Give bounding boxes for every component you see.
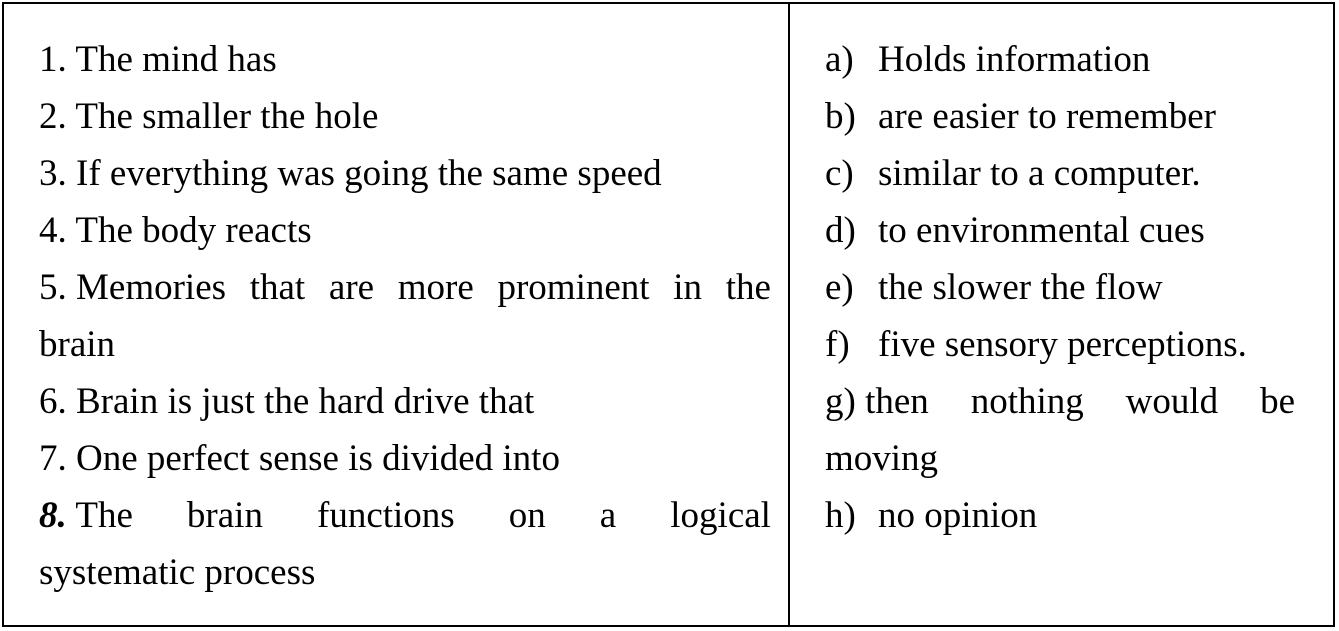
right-item-g-line-1	[825, 373, 1295, 430]
left-item-5-line-2	[39, 316, 771, 373]
item-text: the slower the flow	[878, 267, 1163, 308]
item-number: 3.	[39, 153, 67, 194]
item-word: more	[397, 267, 474, 308]
matching-table	[2, 2, 1335, 627]
item-text: to environmental cues	[878, 210, 1205, 251]
item-word: then	[865, 381, 929, 422]
item-text: The body reacts	[75, 210, 312, 251]
right-item-b	[825, 88, 1295, 145]
item-word: in	[673, 267, 703, 308]
left-item-5-line-1	[39, 259, 771, 316]
item-word: are	[328, 267, 375, 308]
left-item-8-line-1	[39, 487, 771, 544]
item-word: nothing	[970, 381, 1084, 422]
right-item-c	[825, 145, 1295, 202]
item-label: e)	[825, 267, 854, 308]
item-text: similar to a computer.	[878, 153, 1201, 194]
item-number: 6.	[39, 381, 67, 422]
item-number: 8.	[39, 495, 67, 536]
item-word: a	[599, 495, 617, 536]
left-column	[39, 31, 771, 601]
item-word: functions	[317, 495, 455, 536]
item-text: The mind has	[75, 39, 277, 80]
column-divider	[788, 4, 790, 625]
right-item-h	[825, 487, 1295, 544]
item-word: logical	[670, 495, 771, 536]
item-text: five sensory perceptions.	[878, 324, 1247, 365]
item-label: c)	[825, 153, 854, 194]
left-item-6	[39, 373, 771, 430]
item-text: The smaller the hole	[75, 96, 379, 137]
item-number: 4.	[39, 210, 67, 251]
item-label: b)	[825, 96, 856, 137]
item-text: Holds information	[878, 39, 1151, 80]
item-word	[39, 487, 133, 544]
item-label: f)	[825, 324, 850, 365]
item-word: prominent	[497, 267, 650, 308]
item-word: that	[249, 267, 306, 308]
right-item-a	[825, 31, 1295, 88]
item-text: brain	[39, 324, 116, 365]
item-number: 1.	[39, 39, 67, 80]
item-text: no opinion	[878, 495, 1038, 536]
item-text: One perfect sense is divided into	[76, 438, 560, 479]
item-word: would	[1125, 381, 1219, 422]
left-item-1	[39, 31, 771, 88]
item-word: the	[725, 267, 771, 308]
item-text: systematic process	[39, 552, 316, 593]
left-item-2	[39, 88, 771, 145]
item-number: 5.	[39, 267, 67, 308]
item-label: d)	[825, 210, 856, 251]
item-text: Brain is just the hard drive that	[76, 381, 535, 422]
right-item-g-line-2	[825, 430, 1295, 487]
item-word	[39, 259, 226, 316]
item-word	[825, 373, 929, 430]
right-item-e	[825, 259, 1295, 316]
right-item-d	[825, 202, 1295, 259]
item-label: h)	[825, 495, 856, 536]
item-word: on	[508, 495, 546, 536]
left-item-4	[39, 202, 771, 259]
item-word: The	[75, 495, 133, 536]
item-word: be	[1260, 381, 1295, 422]
left-item-8-line-2	[39, 544, 771, 601]
item-number: 2.	[39, 96, 67, 137]
item-text: moving	[825, 438, 939, 479]
right-column	[825, 31, 1295, 544]
item-number: 7.	[39, 438, 67, 479]
left-item-7	[39, 430, 771, 487]
item-label: g)	[825, 381, 856, 422]
item-text: are easier to remember	[878, 96, 1216, 137]
left-item-3	[39, 145, 771, 202]
right-item-f	[825, 316, 1295, 373]
item-label: a)	[825, 39, 854, 80]
item-text: If everything was going the same speed	[76, 153, 662, 194]
item-word: brain	[186, 495, 263, 536]
item-word: Memories	[76, 267, 227, 308]
